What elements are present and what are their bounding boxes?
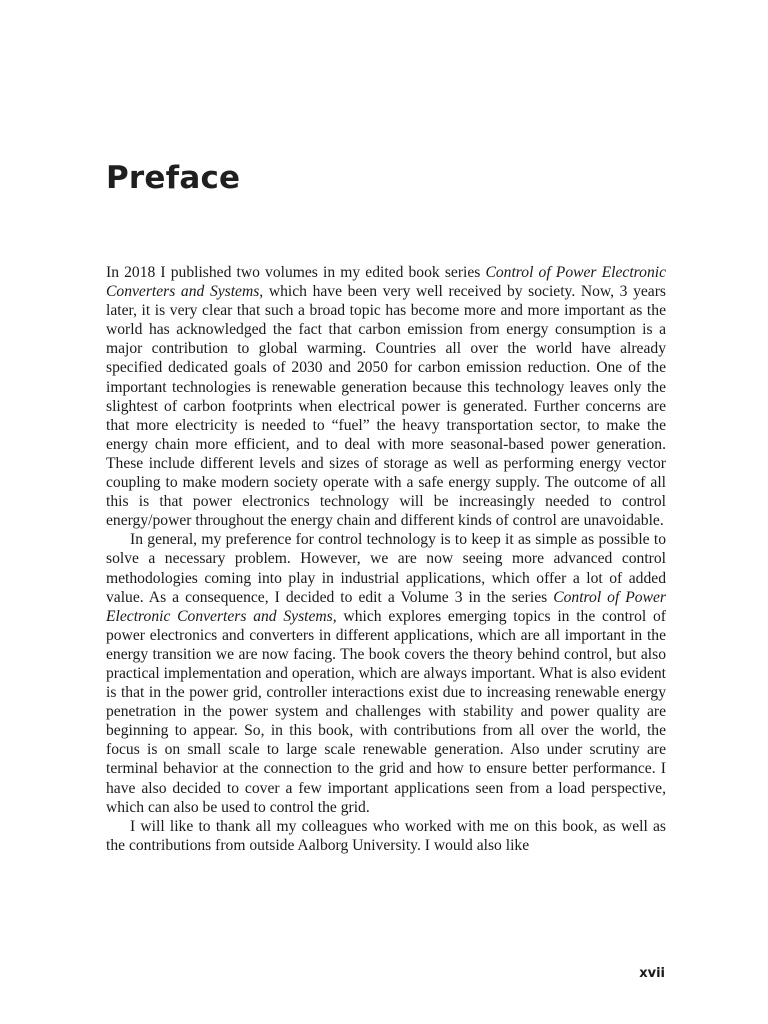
page-number: xvii: [639, 966, 665, 981]
text-run: I will like to thank all my colleagues who worked with me on this book, as well as the contributions from outside Aalborg University. I would also like: [106, 817, 666, 854]
paragraph-3: [106, 817, 666, 855]
book-series-title: Control of Power Electronic Converters and Systems,: [106, 588, 666, 625]
text-run: which explores emerging topics in the control of power electronics and converters in different applications, which are all important in the energy transition we are now facing. The book covers the theory behind control, but also practical implementation and operation, which are always important. What is also evident is that in the power grid, controller interactions exist due to increasing renewable energy penetration in the power system and challenges with stability and power quality are beginning to appear. So, in this book, with contributions from all over the world, the focus is on small scale to large scale renewable generation. Also under scrutiny are terminal behavior at the connection to the grid and how to ensure better performance. I have also decided to cover a few important applications seen from a load perspective, which can also be used to control the grid.: [106, 607, 666, 816]
text-run: In general, my preference for control technology is to keep it as simple as possible to solve a necessary problem. However, we are now seeing more advanced control methodologies coming into play in industrial applications, which offer a lot of added value. As a consequence, I decided to edit a Volume 3 in the series: [106, 531, 666, 606]
text-run: which have been very well received by society. Now, 3 years later, it is very clear that such a broad topic has become more and more important as the world has acknowledged the fact that carbon emission from energy consumption is a major contribution to global warming. Countries all over the world have already specified dedicated goals of 2030 and 2050 for carbon emission reduction. One of the important technologies is renewable generation because this technology leaves only the slightest of carbon footprints when electrical power is generated. Further concerns are that more electricity is needed to “fuel” the heavy transportation sector, to make the energy chain more efficient, and to deal with more seasonal-based power generation. These include different levels and sizes of storage as well as performing energy vector coupling to make modern society operate with a safe energy supply. The outcome of all this is that power electronics technology will be increasingly needed to control energy/power throughout the energy chain and different kinds of control are unavoidable.: [106, 283, 666, 530]
paragraph-1: [106, 263, 666, 530]
book-series-title: Control of Power Electronic Converters and Systems,: [106, 264, 666, 301]
paragraph-2: [106, 530, 666, 816]
chapter-heading: Preface: [106, 160, 241, 196]
body-text: [106, 263, 666, 855]
text-run: In 2018 I published two volumes in my edited book series: [106, 264, 486, 281]
